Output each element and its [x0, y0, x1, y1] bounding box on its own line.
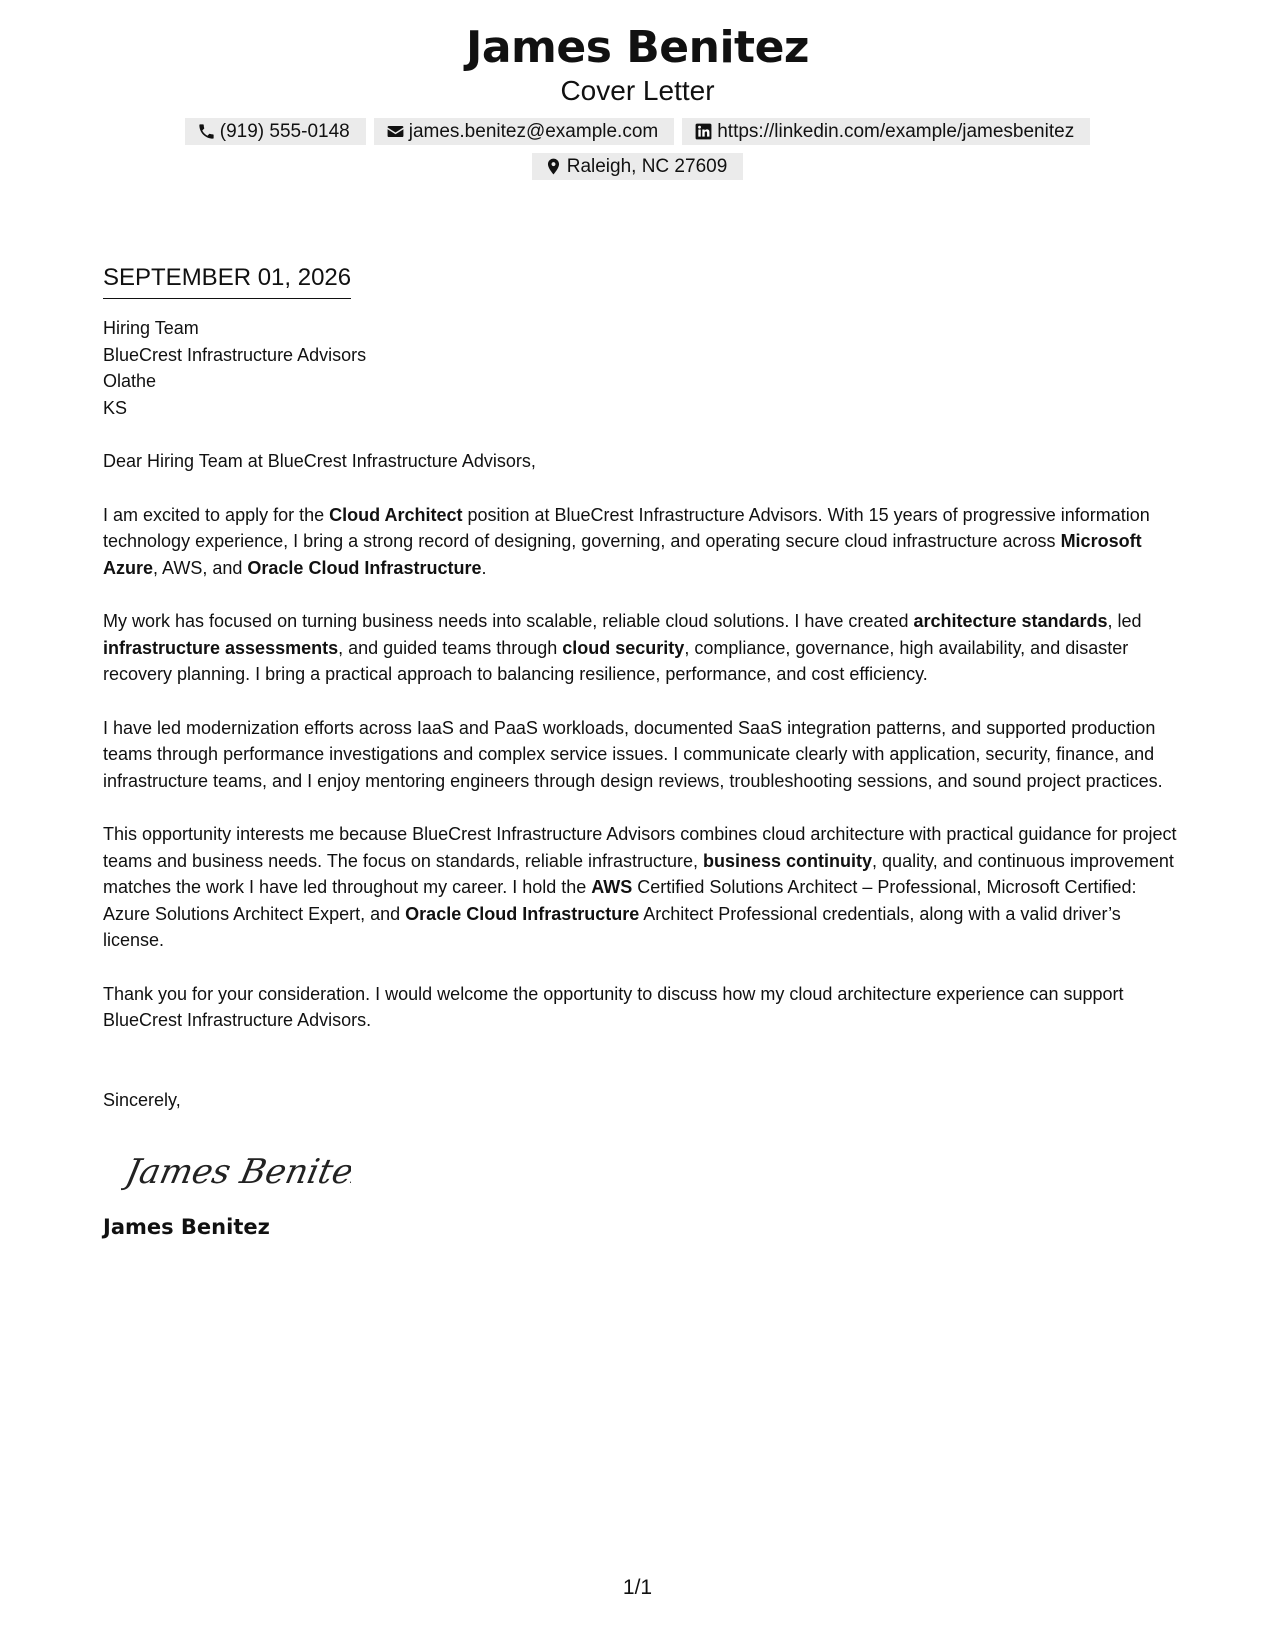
contact-bar	[138, 118, 1138, 180]
phone-icon	[197, 122, 216, 141]
paragraph-text: Architect Professional credentials, along with a valid driver’s license.	[103, 903, 1121, 950]
contact-location	[532, 153, 744, 180]
paragraphs	[103, 502, 1178, 1034]
contact-linkedin[interactable]	[682, 118, 1090, 145]
emphasis-text: cloud security	[562, 637, 685, 658]
recipient-line: KS	[103, 397, 128, 418]
envelope-icon	[386, 122, 405, 141]
signer-name: James Benitez	[103, 1215, 270, 1239]
emphasis-text: infrastructure assessments	[103, 637, 339, 658]
body-paragraph	[103, 502, 1178, 582]
svg-text:James Benitez: James Benitez	[122, 1152, 351, 1192]
recipient-line: Olathe	[103, 371, 157, 391]
recipient-address	[103, 315, 1178, 421]
letter-date: SEPTEMBER 01, 2026	[103, 262, 351, 299]
paragraph-text: My work has focused on turning business needs into scalable, reliable cloud solutions. I have created	[103, 611, 914, 631]
page-indicator: 1/1	[622, 1576, 653, 1599]
recipient-line: Hiring Team	[103, 318, 199, 338]
map-pin-icon	[544, 157, 563, 176]
body-paragraph	[103, 981, 1178, 1034]
document-subtitle: Cover Letter	[560, 75, 715, 106]
phone-text: (919) 555-0148	[219, 121, 350, 142]
email-text: james.benitez@example.com	[408, 121, 659, 142]
emphasis-text: Oracle Cloud Infrastructure	[247, 557, 482, 578]
paragraph-text: , compliance, governance, high availability, and disaster recovery planning. I bring a practical approach to balancing resilience, performance, and cost efficiency.	[103, 637, 1129, 684]
paragraph-text: .	[481, 557, 487, 578]
linkedin-icon	[694, 122, 713, 141]
linkedin-text: https://linkedin.com/example/jamesbenitez	[717, 121, 1075, 142]
body-paragraph	[103, 715, 1178, 795]
paragraph-text: , AWS, and	[153, 557, 248, 578]
paragraph-text: I am excited to apply for the	[103, 504, 330, 525]
paragraph-text: This opportunity interests me because BlueCrest Infrastructure Advisors combines cloud architecture with practical guidance for project teams and business needs. The focus on standards, reliable infrastructure,	[103, 824, 1177, 871]
contact-phone[interactable]	[185, 118, 366, 145]
signature-graphic	[121, 1141, 351, 1201]
recipient-line: BlueCrest Infrastructure Advisors	[103, 344, 367, 365]
paragraph-text: , led	[1107, 611, 1142, 631]
emphasis-text: business continuity	[703, 850, 873, 871]
applicant-name: James Benitez	[465, 22, 810, 73]
paragraph-text: position at BlueCrest Infrastructure Advisors. With 15 years of progressive information technology experience, I bring a strong record of designing, governing, and operating secure cloud infrastructure across	[103, 504, 1150, 551]
closing: Sincerely,	[103, 1089, 181, 1110]
emphasis-text: Cloud Architect	[329, 504, 463, 525]
emphasis-text: Oracle Cloud Infrastructure	[405, 903, 640, 924]
contact-email[interactable]	[374, 118, 675, 145]
emphasis-text: AWS	[591, 877, 633, 897]
letter-body	[103, 262, 1178, 1241]
paragraph-text: I have led modernization efforts across IaaS and PaaS workloads, documented SaaS integration patterns, and supported production teams through performance investigations and complex service issues. I communicate clearly with application, security, finance, and infrastructure teams, and I enjoy mentoring engineers through design reviews, troubleshooting sessions, and sound project practices.	[103, 717, 1163, 791]
body-paragraph	[103, 608, 1178, 688]
emphasis-text: Microsoft Azure	[103, 531, 1142, 578]
paragraph-text: Certified Solutions Architect – Professional, Microsoft Certified: Azure Solutions Architect Expert, and	[103, 877, 1137, 924]
body-paragraph	[103, 821, 1178, 954]
location-text: Raleigh, NC 27609	[566, 156, 728, 177]
paragraph-text: , and guided teams through	[338, 637, 563, 658]
paragraph-text: Thank you for your consideration. I would welcome the opportunity to discuss how my cloud architecture experience can support BlueCrest Infrastructure Advisors.	[103, 983, 1124, 1030]
handwritten-signature	[121, 1141, 1178, 1201]
paragraph-text: , quality, and continuous improvement matches the work I have led throughout my career. I hold the	[103, 850, 1174, 897]
emphasis-text: architecture standards	[913, 611, 1108, 631]
salutation: Dear Hiring Team at BlueCrest Infrastructure Advisors,	[103, 451, 536, 471]
letter-header	[0, 0, 1275, 180]
